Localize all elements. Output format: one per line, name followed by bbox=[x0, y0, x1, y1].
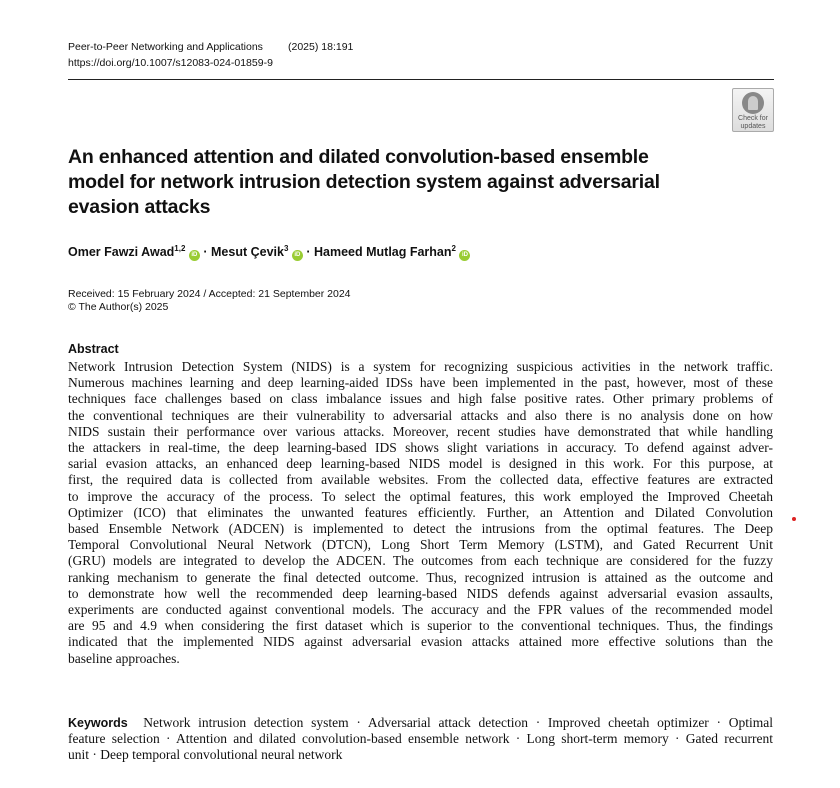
abstract-line: indicated that the implemented NIDS against adversarial evasion attacks attained more effective solutions than the bbox=[68, 634, 773, 650]
abstract-line: experiments are conducted against conventional models. The accuracy and the FPR values of the recommended model bbox=[68, 602, 773, 618]
keywords-line: feature selection · Attention and dilated convolution-based ensemble network · Long short-term memory · Gated recurrent bbox=[68, 731, 773, 747]
author-affiliation: 3 bbox=[283, 244, 289, 253]
abstract-body bbox=[68, 359, 773, 667]
crossmark-icon bbox=[742, 92, 764, 114]
year-volume: (2025) 18:191 bbox=[288, 41, 354, 53]
journal-name: Peer-to-Peer Networking and Applications bbox=[68, 41, 263, 53]
author-separator: · bbox=[302, 245, 314, 260]
author-affiliation: 2 bbox=[451, 244, 456, 253]
abstract-line: to demonstrate how well the recommended deep learning-based NIDS defends against adversarial evasion assaults, bbox=[68, 585, 773, 601]
orcid-icon[interactable]: iD bbox=[292, 250, 303, 261]
badge-label-2: updates bbox=[740, 123, 766, 130]
check-for-updates-button[interactable] bbox=[732, 88, 774, 132]
abstract-line: Network Intrusion Detection System (NIDS) is a system for recognizing suspicious activities in the network traffic. bbox=[68, 359, 773, 374]
annotation-dot bbox=[792, 517, 796, 521]
keywords-label: Keywords bbox=[68, 716, 128, 730]
title-line: evasion attacks bbox=[68, 196, 211, 218]
abstract-line: Numerous machines learning and deep learning-aided IDSs have been implemented in the past, however, most of these bbox=[68, 375, 773, 391]
keywords bbox=[68, 715, 773, 764]
author-affiliation: 1,2 bbox=[174, 244, 186, 253]
author-name[interactable]: Omer Fawzi Awad bbox=[68, 245, 175, 260]
abstract-line: first, the required data is collected from available websites. From the collected data, effective features are extracted bbox=[68, 472, 773, 488]
header-divider bbox=[68, 79, 774, 80]
abstract-line: Optimizer (ICO) that eliminates the unwanted features efficiently. Further, an Attention and Dilated Convolution bbox=[68, 504, 773, 520]
abstract-line: sarial evasion attacks, an enhanced deep learning-based NIDS model is designed in this work. For this purpose, at bbox=[68, 456, 773, 472]
abstract-line: Temporal Convolutional Neural Network (DTCN), Long Short Term Memory (LSTM), and Gated Recurrent Unit bbox=[68, 537, 773, 553]
doi-link[interactable]: https://doi.org/10.1007/s12083-024-01859-9 bbox=[68, 57, 273, 69]
abstract-line: (GRU) models are integrated to develop the ADCEN. The outcomes from each technique are considered for the fuzzy bbox=[68, 553, 773, 569]
orcid-icon[interactable]: iD bbox=[189, 250, 200, 261]
keywords-text: Network intrusion detection system · Adversarial attack detection · Improved cheetah optimizer · Optimal bbox=[143, 715, 773, 730]
received-accepted: Received: 15 February 2024 / Accepted: 21 September 2024 bbox=[68, 288, 351, 300]
abstract-line: are 95 and 4.9 when considering the first dataset which is superior to the conventional techniques. Thus, the findings bbox=[68, 618, 773, 634]
copyright: © The Author(s) 2025 bbox=[68, 301, 169, 313]
abstract-line: ranking mechanism to generate the final detected outcome. Thus, recognized intrusion is attained as the outcome and bbox=[68, 569, 773, 585]
author-name[interactable]: Hameed Mutlag Farhan bbox=[314, 245, 452, 260]
author-name[interactable]: Mesut Çevik bbox=[211, 245, 284, 260]
title-line: An enhanced attention and dilated convolution-based ensemble bbox=[68, 146, 649, 168]
abstract-line: the conventional techniques are their vulnerability to adversarial attacks and also there is no analysis done on how bbox=[68, 407, 773, 423]
author-list bbox=[68, 244, 470, 261]
paper-title bbox=[68, 145, 660, 220]
keywords-line: unit · Deep temporal convolutional neural network bbox=[68, 747, 343, 763]
badge-label-1: Check for bbox=[738, 115, 768, 122]
abstract-line: to improve the accuracy of the process. To select the optimal features, this work employed the Improved Cheetah bbox=[68, 488, 773, 504]
orcid-icon[interactable]: iD bbox=[459, 250, 470, 261]
abstract-line: baseline approaches. bbox=[68, 650, 180, 666]
abstract-line: based Ensemble Network (ADCEN) is implemented to detect the intrusions from the optimal features. The Deep bbox=[68, 521, 773, 537]
abstract-line: the attackers in real-time, the deep learning-based IDS shows slight variations in accuracy. To defend against adver- bbox=[68, 440, 773, 456]
abstract-heading: Abstract bbox=[68, 342, 119, 356]
abstract-line: techniques face challenges based on class imbalance issues and high false positive rates. Other primary problems of bbox=[68, 391, 773, 407]
author-separator: · bbox=[199, 245, 211, 260]
abstract-line: NIDS sustain their performance over various attacks. Moreover, recent studies have demonstrated that while handling bbox=[68, 423, 773, 439]
keywords-line bbox=[68, 715, 773, 731]
publication-dates bbox=[68, 288, 351, 314]
title-line: model for network intrusion detection system against adversarial bbox=[68, 171, 660, 193]
